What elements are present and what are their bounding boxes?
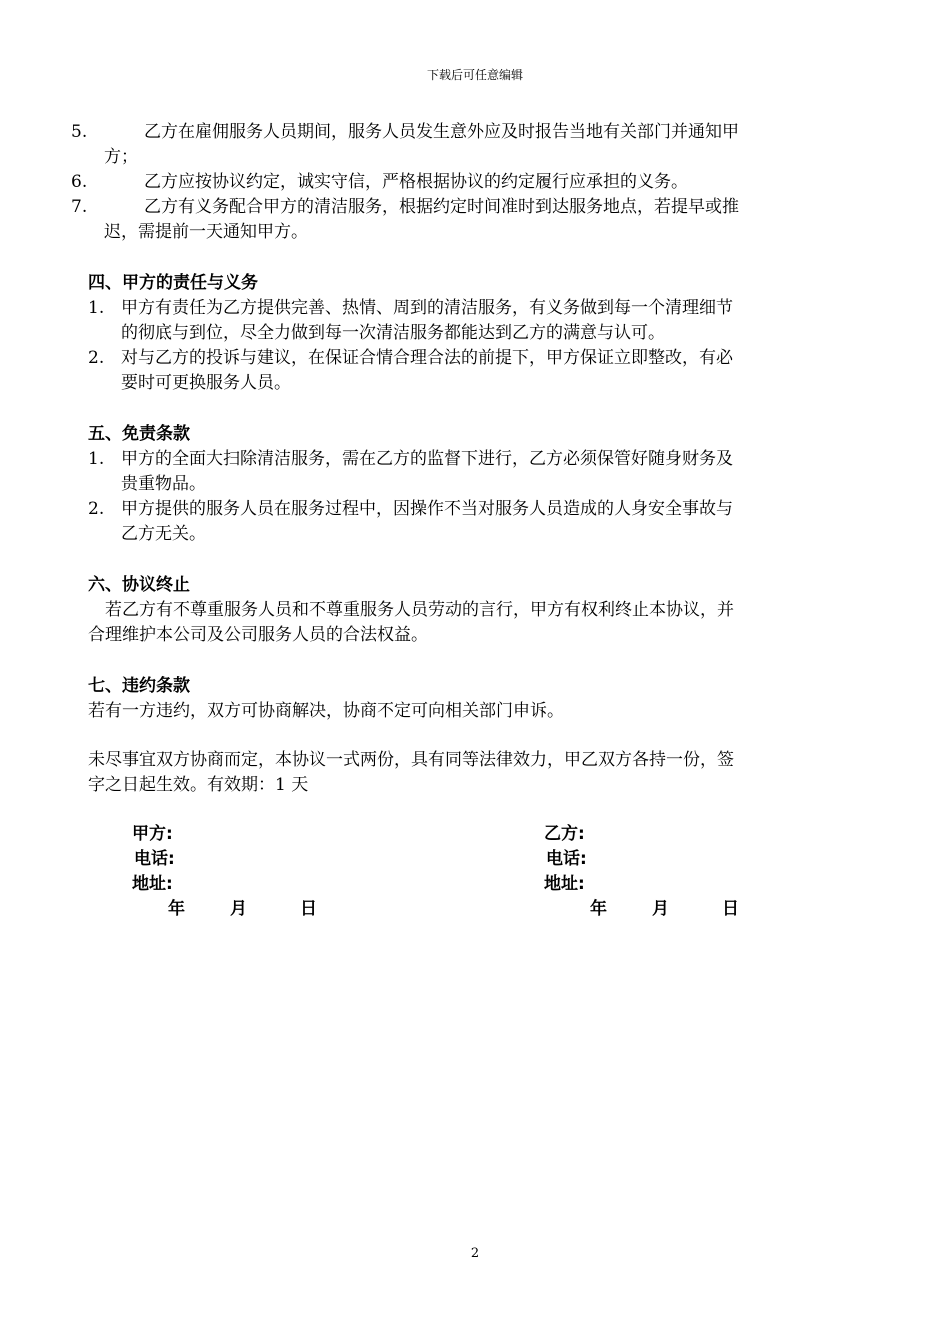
date-year-label: 年: [590, 899, 607, 919]
list-number: 7.: [71, 197, 88, 217]
signature-party-label: 甲方:: [132, 824, 173, 844]
item-text-line: 甲方有责任为乙方提供完善、热情、周到的清洁服务，有义务做到每一个清理细节: [121, 298, 733, 318]
item-text-line: 乙方有义务配合甲方的清洁服务，根据约定时间准时到达服务地点，若提早或推: [144, 197, 739, 217]
list-item: [88, 346, 864, 396]
date-day-label: 日: [300, 899, 317, 919]
item-text-line: 贵重物品。: [121, 474, 206, 494]
section-heading-4: 四、甲方的责任与义务: [88, 273, 258, 293]
signature-block-party-b: [544, 822, 739, 922]
item-text-line: 对与乙方的投诉与建议，在保证合情合理合法的前提下，甲方保证立即整改，有必: [121, 348, 733, 368]
item-text-line: 乙方在雇佣服务人员期间，服务人员发生意外应及时报告当地有关部门并通知甲: [144, 122, 739, 142]
date-day-label: 日: [722, 899, 739, 919]
list-number: 1.: [88, 449, 105, 469]
date-month-label: 月: [230, 899, 247, 919]
paragraph-line: 若乙方有不尊重服务人员和不尊重服务人员劳动的言行，甲方有权利终止本协议，并: [105, 600, 734, 620]
signature-address-label: 地址:: [544, 874, 585, 894]
item-text-line: 方；: [104, 147, 138, 167]
list-number: 2.: [88, 499, 105, 519]
list-item: [71, 170, 864, 195]
signature-phone-label: 电话:: [134, 849, 175, 869]
item-text-line: 要时可更换服务人员。: [121, 373, 291, 393]
page-header: 下载后可任意编辑: [426, 68, 523, 82]
signature-phone-label: 电话:: [546, 849, 587, 869]
item-text-line: 乙方应按协议约定，诚实守信，严格根据协议的约定履行应承担的义务。: [144, 172, 688, 192]
list-number: 1.: [88, 298, 105, 318]
list-item: [71, 195, 864, 245]
list-item: [71, 120, 864, 170]
document-body: [71, 120, 864, 798]
paragraph-line: 若有一方违约，双方可协商解决，协商不定可向相关部门申诉。: [88, 701, 564, 721]
closing-paragraph-line: 未尽事宜双方协商而定，本协议一式两份，具有同等法律效力，甲乙双方各持一份，签: [88, 750, 734, 770]
paragraph-line: 合理维护本公司及公司服务人员的合法权益。: [88, 625, 428, 645]
section-heading-7: 七、违约条款: [88, 676, 190, 696]
signature-date: [132, 897, 317, 922]
page-number: 2: [470, 1246, 480, 1261]
list-number: 5.: [71, 122, 88, 142]
list-item: [88, 497, 864, 547]
date-month-label: 月: [652, 899, 669, 919]
closing-paragraph-line: 字之日起生效。有效期：1 天: [88, 775, 309, 795]
signature-party-label: 乙方:: [544, 824, 585, 844]
list-number: 6.: [71, 172, 88, 192]
section-heading-5: 五、免责条款: [88, 424, 190, 444]
signature-block-party-a: [132, 822, 317, 922]
signature-address-label: 地址:: [132, 874, 173, 894]
list-item: [88, 447, 864, 497]
list-item: [88, 296, 864, 346]
signature-date: [544, 897, 739, 922]
date-year-label: 年: [168, 899, 185, 919]
item-text-line: 甲方提供的服务人员在服务过程中，因操作不当对服务人员造成的人身安全事故与: [121, 499, 733, 519]
item-text-line: 迟，需提前一天通知甲方。: [104, 222, 308, 242]
item-text-line: 甲方的全面大扫除清洁服务，需在乙方的监督下进行，乙方必须保管好随身财务及: [121, 449, 733, 469]
item-text-line: 乙方无关。: [121, 524, 206, 544]
section-heading-6: 六、协议终止: [88, 575, 190, 595]
item-text-line: 的彻底与到位，尽全力做到每一次清洁服务都能达到乙方的满意与认可。: [121, 323, 665, 343]
list-number: 2.: [88, 348, 105, 368]
